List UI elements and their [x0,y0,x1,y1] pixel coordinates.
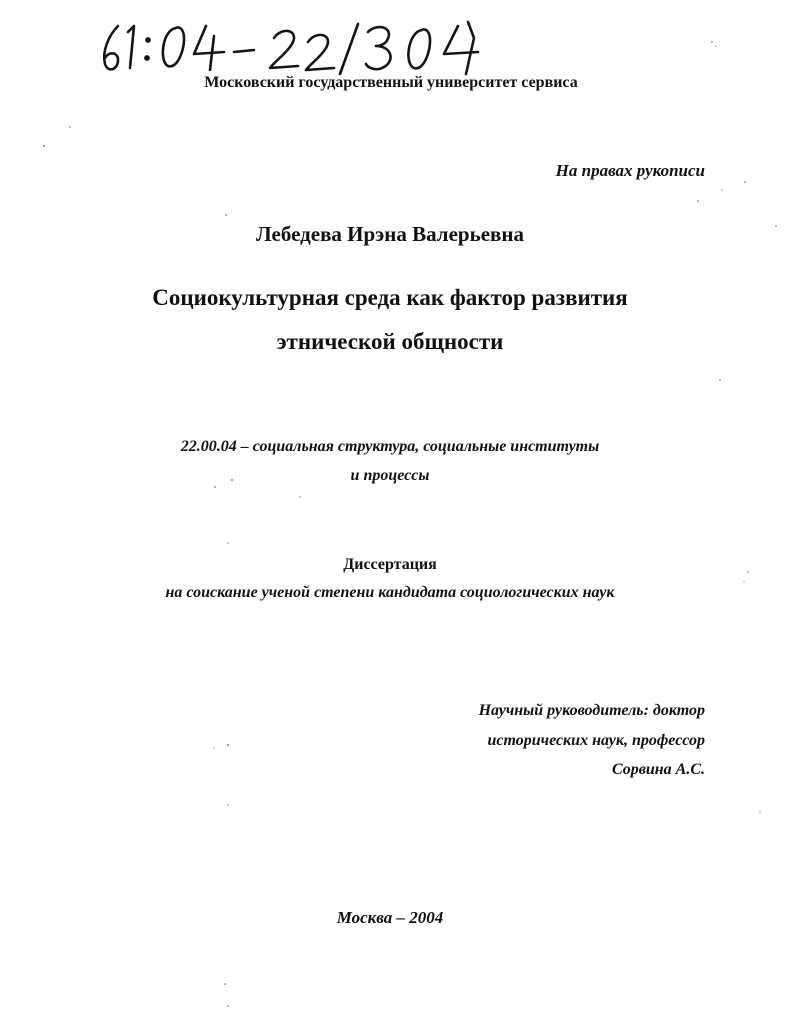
handwritten-archive-number-drawing [96,18,516,80]
work-type: Диссертация [343,556,437,573]
supervisor-line-2: исторических наук, профессор [487,732,705,749]
handwritten-archive-number [96,18,516,80]
manuscript-note: На правах рукописи [555,161,705,180]
dissertation-title-line-2: этнической общности [276,329,504,354]
supervisor-name: Сорвина А.С. [611,761,705,778]
degree-statement: на соискание ученой степени кандидата социологических наук [165,584,615,601]
university-name: Московский государственный университет сервиса [204,74,578,91]
specialty-line-2: и процессы [350,467,430,484]
supervisor-line-1: Научный руководитель: доктор [478,702,705,719]
author-name: Лебедева Ирэна Валерьевна [256,222,524,246]
dissertation-title-line-1: Социокультурная среда как фактор развития [152,285,628,310]
city-and-year: Москва – 2004 [336,908,444,927]
specialty-line-1: 22.00.04 – социальная структура, социальные институты [180,438,600,455]
